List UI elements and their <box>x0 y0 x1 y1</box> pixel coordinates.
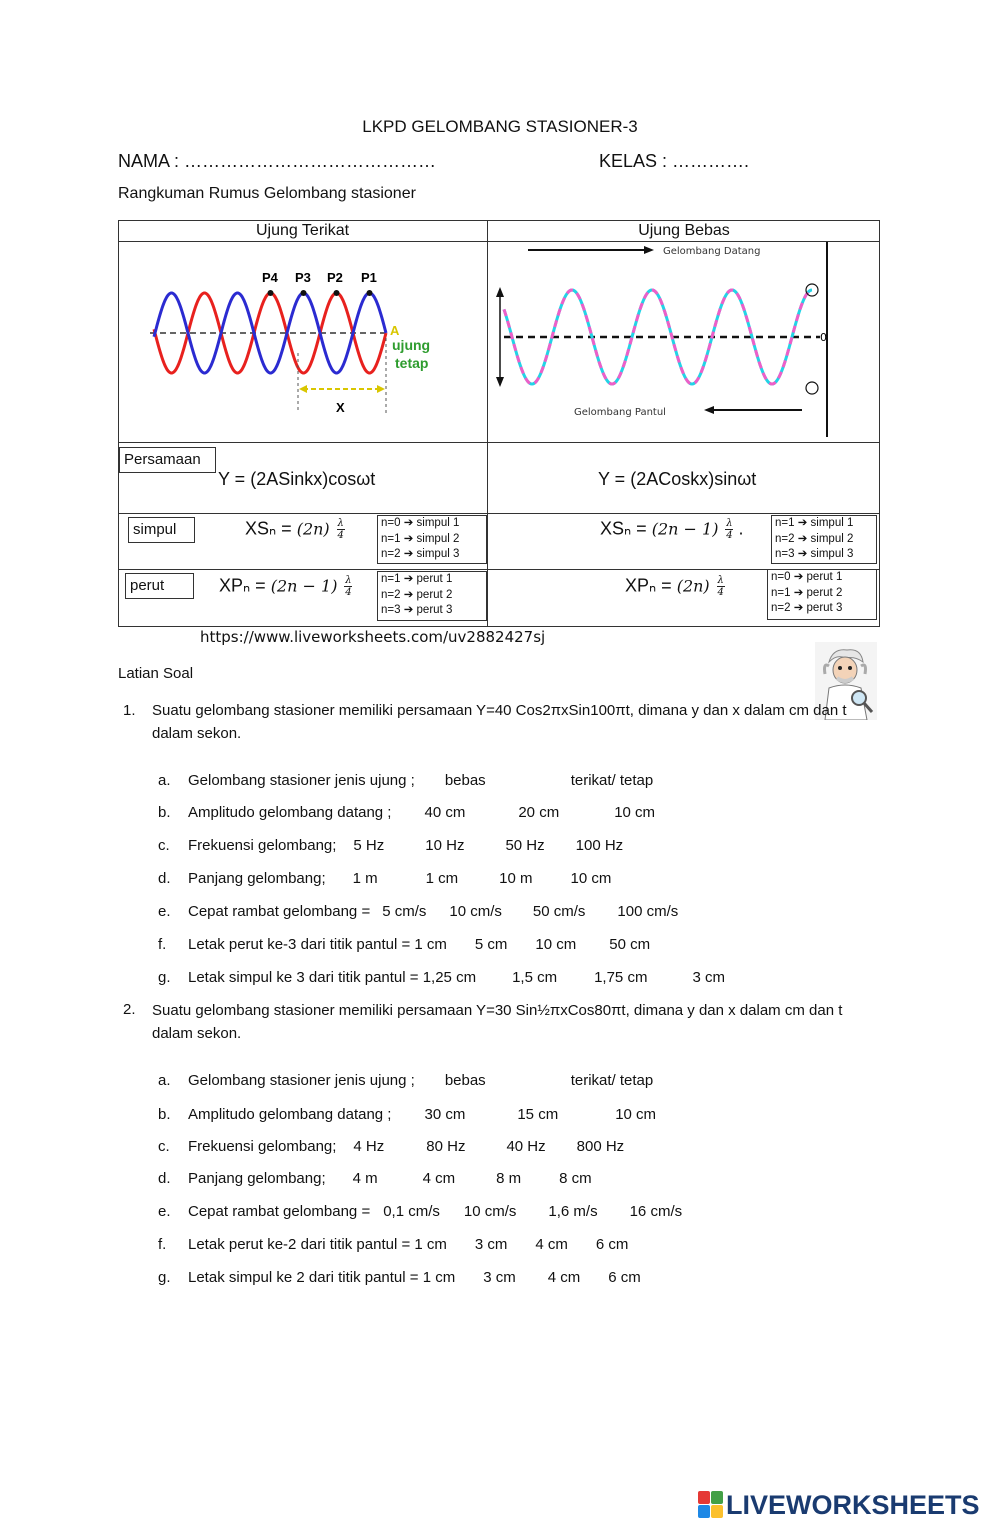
fixed-antinode-formula <box>219 575 352 598</box>
option-label: Panjang gelombang; <box>188 1170 326 1187</box>
formula-factor: (2n) <box>296 519 330 539</box>
option-row <box>158 1170 592 1187</box>
choice-button[interactable]: 15 cm <box>517 1106 559 1123</box>
choice-button[interactable]: 1 m <box>352 870 378 887</box>
option-label: Frekuensi gelombang; <box>188 1138 337 1155</box>
formula-prefix: XPₙ = <box>625 575 677 596</box>
option-letter: g. <box>158 969 171 986</box>
free-end-equation: Y = (2ACoskx)sinωt <box>598 469 757 489</box>
choice-button[interactable]: 40 cm <box>424 804 466 821</box>
choice-button[interactable]: bebas <box>444 1072 486 1089</box>
choice-button[interactable]: 50 cm <box>609 936 651 953</box>
end-label-tetap: tetap <box>395 355 429 371</box>
option-label: Letak simpul ke 3 dari titik pantul = 1,25 cm <box>188 969 477 986</box>
lambda-quarter-fraction <box>717 575 725 598</box>
choice-button[interactable]: 40 Hz <box>506 1138 546 1155</box>
choice-button[interactable]: 30 cm <box>424 1106 466 1123</box>
choice-button[interactable]: 10 cm <box>615 1106 657 1123</box>
choice-button[interactable]: terikat/ tetap <box>570 1072 654 1089</box>
choice-button[interactable]: 4 cm <box>535 1236 568 1253</box>
arrow-up-icon <box>496 287 504 297</box>
point-label-p1: P1 <box>361 270 377 285</box>
table-divider <box>487 220 488 627</box>
class-field[interactable]: KELAS : …………. <box>599 151 750 171</box>
fixed-antinode-list <box>377 571 487 621</box>
lambda-quarter-fraction <box>344 575 352 598</box>
list-item: n=1 ➔ simpul 1 <box>775 517 854 529</box>
option-letter: e. <box>158 1203 171 1220</box>
fraction-denominator: 4 <box>726 530 733 541</box>
dot: . <box>738 518 744 539</box>
question-number: 1. <box>123 702 136 719</box>
option-row <box>158 870 611 887</box>
fraction-denominator: 4 <box>345 587 352 598</box>
option-row <box>158 1138 624 1155</box>
option-row <box>158 903 678 920</box>
choice-button[interactable]: bebas <box>444 772 486 789</box>
list-item: n=3 ➔ perut 3 <box>381 604 453 616</box>
fixed-end-wave-diagram <box>140 258 460 418</box>
option-letter: c. <box>158 837 170 854</box>
end-label-ujung: ujung <box>392 337 431 353</box>
source-url[interactable]: https://www.liveworksheets.com/uv2882427sj <box>200 628 546 646</box>
choice-button[interactable]: 3 cm <box>474 1236 508 1253</box>
table-rule <box>118 569 880 570</box>
option-label: Gelombang stasioner jenis ujung ; <box>188 772 415 789</box>
choice-button[interactable]: 6 cm <box>608 1269 641 1286</box>
choice-button[interactable]: 1 cm <box>425 870 459 887</box>
free-node-list <box>771 515 877 564</box>
antinode-dot <box>334 290 340 296</box>
lambda-quarter-fraction <box>337 518 345 541</box>
choice-button[interactable]: 6 cm <box>595 1236 629 1253</box>
option-letter: a. <box>158 772 171 789</box>
choice-button[interactable]: 10 cm <box>535 936 577 953</box>
arrow-down-icon <box>496 377 504 387</box>
option-label: Letak simpul ke 2 dari titik pantul = 1 cm <box>188 1269 456 1286</box>
choice-button[interactable]: 4 m <box>352 1170 378 1187</box>
fixed-node-list <box>377 515 487 564</box>
fraction-numerator: λ <box>337 518 344 529</box>
free-node-formula <box>600 518 743 541</box>
option-label: Amplitudo gelombang datang ; <box>188 804 392 821</box>
reflected-wave-label: Gelombang Pantul <box>574 407 666 418</box>
choice-button[interactable]: 10 cm <box>614 804 656 821</box>
column-header-fixed: Ujung Terikat <box>255 222 350 239</box>
cyan-incoming-wave <box>504 290 812 384</box>
point-label-p2: P2 <box>327 270 343 285</box>
choice-button[interactable]: 10 m <box>499 870 533 887</box>
choice-button[interactable]: 4 Hz <box>353 1138 385 1155</box>
formula-prefix: XPₙ = <box>219 575 271 596</box>
choice-button[interactable]: 4 cm <box>547 1269 581 1286</box>
option-row <box>158 804 655 821</box>
choice-button[interactable]: 5 Hz <box>353 837 385 854</box>
list-item: n=2 ➔ perut 2 <box>381 588 453 601</box>
antinode-marker <box>806 382 818 394</box>
choice-button[interactable]: 50 Hz <box>505 837 545 854</box>
incoming-wave-label: Gelombang Datang <box>663 246 761 257</box>
choice-button[interactable]: 10 Hz <box>425 837 465 854</box>
choice-button[interactable]: 10 cm/s <box>463 1203 517 1220</box>
fraction-denominator: 4 <box>717 587 724 598</box>
option-label: Cepat rambat gelombang = <box>188 1203 371 1220</box>
option-letter: g. <box>158 1269 171 1286</box>
arrow-left-icon <box>704 406 714 414</box>
option-letter: c. <box>158 1138 170 1155</box>
choice-button[interactable]: 1,5 cm <box>512 969 558 986</box>
choice-button[interactable]: 10 cm/s <box>449 903 502 920</box>
list-item: n=0 ➔ simpul 1 <box>381 517 460 529</box>
list-item: n=1 ➔ perut 1 <box>381 573 453 585</box>
option-row <box>158 1072 653 1089</box>
list-item: n=3 ➔ simpul 3 <box>775 548 854 560</box>
lambda-quarter-fraction <box>725 518 733 541</box>
point-label-p4: P4 <box>262 270 278 285</box>
list-item: n=1 ➔ simpul 2 <box>381 532 460 545</box>
choice-button[interactable]: 0,1 cm/s <box>383 1203 440 1220</box>
option-letter: b. <box>158 804 171 821</box>
choice-button[interactable]: 8 cm <box>559 1170 592 1187</box>
option-row <box>158 1106 656 1123</box>
formula-factor: (2n) <box>676 576 710 596</box>
table-rule <box>118 442 880 443</box>
free-end-wave-diagram <box>490 242 878 440</box>
page-title: LKPD GELOMBANG STASIONER-3 <box>362 117 638 136</box>
option-row <box>158 837 623 854</box>
option-label: Letak perut ke-3 dari titik pantul = 1 cm <box>188 936 447 953</box>
choice-button[interactable]: 100 cm/s <box>617 903 679 920</box>
choice-button[interactable]: 1,6 m/s <box>548 1203 598 1220</box>
liveworksheets-logo-icon <box>698 1491 724 1519</box>
row-label-simpul: simpul <box>128 517 195 543</box>
origin-label: 0 <box>820 331 827 344</box>
choice-button[interactable]: 3 cm <box>692 969 725 986</box>
list-item: n=0 ➔ perut 1 <box>771 571 843 583</box>
option-row <box>158 969 725 986</box>
antinode-dot <box>367 290 373 296</box>
option-label: Frekuensi gelombang; <box>188 837 337 854</box>
end-letter: A <box>390 323 400 338</box>
x-label: X <box>336 400 345 415</box>
option-row <box>158 1236 628 1253</box>
choice-button[interactable]: 5 cm <box>474 936 508 953</box>
option-label: Gelombang stasioner jenis ujung ; <box>188 1072 415 1089</box>
fraction-numerator: λ <box>717 575 724 586</box>
list-item: n=2 ➔ perut 3 <box>771 602 843 614</box>
formula-factor: (2n − 1) <box>270 576 338 596</box>
option-label: Cepat rambat gelombang = <box>188 903 371 920</box>
question-text: Suatu gelombang stasioner memiliki persamaan Y=40 Cos2πxSin100πt, dimana y dan x dalam cm dan t dalam sekon. <box>152 702 847 742</box>
option-letter: a. <box>158 1072 171 1089</box>
option-letter: b. <box>158 1106 171 1123</box>
option-row <box>158 936 650 953</box>
formula-prefix: XSₙ = <box>600 518 652 539</box>
arrow-head-right-icon <box>377 385 385 393</box>
option-label: Panjang gelombang; <box>188 870 326 887</box>
list-item: n=2 ➔ simpul 2 <box>775 532 854 545</box>
point-label-p3: P3 <box>295 270 311 285</box>
fraction-denominator: 4 <box>337 530 344 541</box>
choice-button[interactable]: 3 cm <box>483 1269 516 1286</box>
choice-button[interactable]: 50 cm/s <box>532 903 586 920</box>
fraction-numerator: λ <box>726 518 733 529</box>
fraction-numerator: λ <box>345 575 352 586</box>
option-letter: f. <box>158 936 167 953</box>
question-text: Suatu gelombang stasioner memiliki persamaan Y=30 Sin½πxCos80πt, dimana y dan x dalam cm dan t dalam sekon. <box>152 1002 843 1042</box>
name-field[interactable]: NAMA : …………………………………… <box>118 151 437 171</box>
option-letter: e. <box>158 903 171 920</box>
section-heading-latian: Latian Soal <box>118 665 194 682</box>
option-row <box>158 772 653 789</box>
option-label: Amplitudo gelombang datang ; <box>188 1106 392 1123</box>
free-antinode-list <box>767 569 877 620</box>
list-item: n=1 ➔ perut 2 <box>771 586 843 599</box>
antinode-dot <box>301 290 307 296</box>
option-row <box>158 1269 641 1286</box>
antinode-dot <box>268 290 274 296</box>
arrow-right-icon <box>644 246 654 254</box>
choice-button[interactable]: 1,75 cm <box>594 969 648 986</box>
option-row <box>158 1203 682 1220</box>
antinode-markers <box>268 290 373 296</box>
table-rule <box>118 513 880 514</box>
option-letter: d. <box>158 870 171 887</box>
fixed-node-formula <box>245 518 345 541</box>
choice-button[interactable]: 800 Hz <box>576 1138 625 1155</box>
question-number: 2. <box>123 1001 136 1018</box>
choice-button[interactable]: 100 Hz <box>575 837 624 854</box>
option-label: Letak perut ke-2 dari titik pantul = 1 cm <box>188 1236 447 1253</box>
choice-button[interactable]: 20 cm <box>518 804 560 821</box>
row-label-perut: perut <box>125 573 194 599</box>
brand-wordmark[interactable]: LIVEWORKSHEETS <box>726 1490 980 1520</box>
choice-button[interactable]: 80 Hz <box>426 1138 466 1155</box>
fixed-end-equation: Y = (2ASinkx)cosωt <box>218 469 376 489</box>
choice-button[interactable]: 4 cm <box>422 1170 456 1187</box>
pink-reflected-wave <box>504 290 812 384</box>
formula-prefix: XSₙ = <box>245 518 297 539</box>
free-antinode-formula <box>625 575 725 598</box>
arrow-head-left-icon <box>299 385 307 393</box>
row-label-persamaan: Persamaan <box>119 447 216 473</box>
choice-button[interactable]: terikat/ tetap <box>570 772 654 789</box>
choice-button[interactable]: 16 cm/s <box>629 1203 683 1220</box>
choice-button[interactable]: 5 cm/s <box>382 903 427 920</box>
column-header-free: Ujung Bebas <box>638 222 730 239</box>
option-letter: f. <box>158 1236 167 1253</box>
choice-button[interactable]: 10 cm <box>570 870 612 887</box>
list-item: n=2 ➔ simpul 3 <box>381 548 460 560</box>
choice-button[interactable]: 8 m <box>496 1170 522 1187</box>
formula-factor: (2n − 1) <box>651 519 719 539</box>
option-letter: d. <box>158 1170 171 1187</box>
section-subtitle: Rangkuman Rumus Gelombang stasioner <box>118 185 416 202</box>
